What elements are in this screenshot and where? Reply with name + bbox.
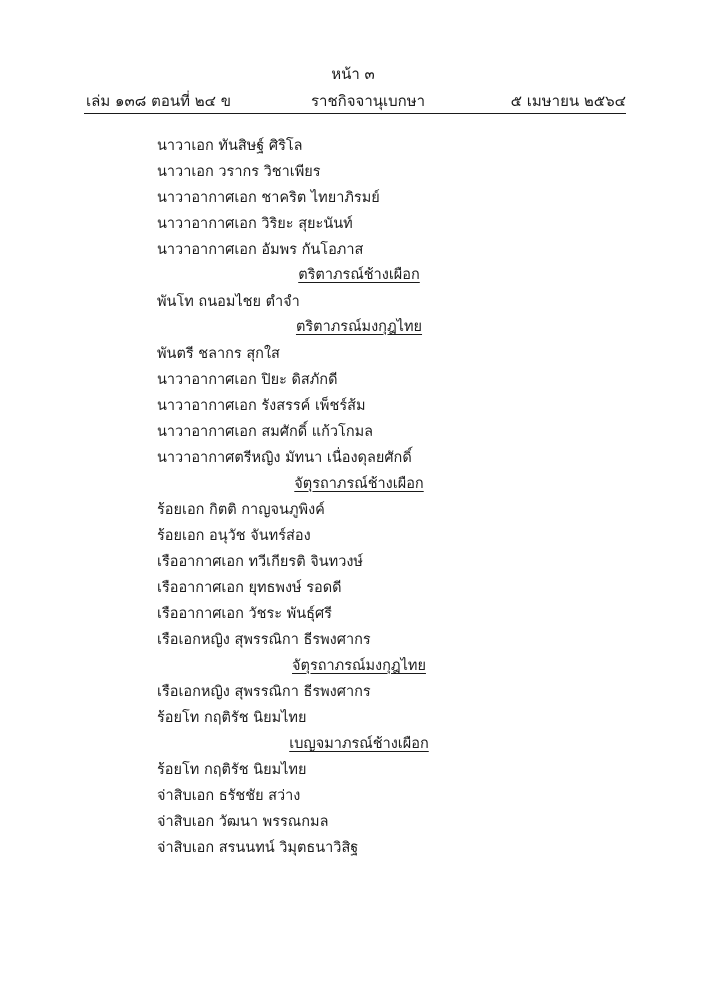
item-name: นาวาอากาศตรีหญิง มัทนา เนื่องดุลยศักดิ์ bbox=[157, 450, 412, 466]
item-name: นาวาเอก ทันสิษฐ์ ศิริโล bbox=[157, 138, 303, 154]
item-name: จ่าสิบเอก วัฒนา พรรณกมล bbox=[157, 814, 329, 830]
section-heading bbox=[0, 733, 706, 755]
section-title: เบญจมาภรณ์ช้างเผือก bbox=[289, 736, 429, 752]
item-name: เรืออากาศเอก ยุทธพงษ์ รอดดี bbox=[157, 580, 342, 596]
item-name: นาวาอากาศเอก อัมพร กันโอภาส bbox=[157, 242, 364, 258]
section-heading bbox=[0, 473, 706, 495]
item-name: นาวาอากาศเอก วิริยะ สุยะนันท์ bbox=[157, 216, 353, 232]
item-name: จ่าสิบเอก ธรัชชัย สว่าง bbox=[157, 788, 301, 804]
item-name: นาวาอากาศเอก ปิยะ ดิสภักดี bbox=[157, 372, 338, 388]
section-heading bbox=[0, 316, 706, 338]
header-divider bbox=[84, 113, 626, 114]
item-name: จ่าสิบเอก สรนนทน์ วิมุตธนาวิสิฐ bbox=[157, 840, 359, 856]
volume-issue: เล่ม ๑๓๘ ตอนที่ ๒๔ ข bbox=[86, 92, 232, 110]
section-title: จัตุรถาภรณ์มงกุฎไทย bbox=[292, 658, 426, 674]
section-heading bbox=[0, 655, 706, 677]
item-name: ร้อยโท กฤติรัช นิยมไทย bbox=[157, 762, 307, 778]
item-name: เรือเอกหญิง สุพรรณิกา ธีรพงศากร bbox=[157, 632, 371, 648]
item-name: ร้อยเอก กิตติ กาญจนภูพิงค์ bbox=[157, 502, 325, 518]
item-name: นาวาอากาศเอก ชาคริต ไทยาภิรมย์ bbox=[157, 190, 380, 206]
item-name: นาวาอากาศเอก สมศักดิ์ แก้วโกมล bbox=[157, 424, 374, 440]
gazette-name: ราชกิจจานุเบกษา bbox=[311, 92, 426, 110]
item-name: นาวาเอก วรากร วิชาเพียร bbox=[157, 164, 321, 180]
item-name: เรืออากาศเอก ทวีเกียรติ จินทวงษ์ bbox=[157, 554, 363, 570]
section-title: ตริตาภรณ์มงกุฎไทย bbox=[295, 319, 423, 335]
section-heading bbox=[0, 264, 706, 286]
item-name: ร้อยโท กฤติรัช นิยมไทย bbox=[157, 710, 307, 726]
item-name: พันโท ถนอมไชย ตำจำ bbox=[157, 294, 300, 310]
item-name: ร้อยเอก อนุวัช จันทร์ส่อง bbox=[157, 528, 311, 544]
item-name: พันตรี ชลากร สุกใส bbox=[157, 346, 280, 362]
item-name: เรืออากาศเอก วัชระ พันธุ์ศรี bbox=[157, 606, 332, 622]
item-name: นาวาอากาศเอก รังสรรค์ เพ็ชร์ส้ม bbox=[157, 398, 366, 414]
gazette-header bbox=[86, 90, 626, 112]
publication-date: ๕ เมษายน ๒๕๖๔ bbox=[510, 92, 626, 110]
section-title: จัตุรถาภรณ์ช้างเผือก bbox=[294, 476, 424, 492]
section-title: ตริตาภรณ์ช้างเผือก bbox=[298, 267, 420, 283]
page-number: หน้า ๓ bbox=[331, 65, 375, 83]
item-name: เรือเอกหญิง สุพรรณิกา ธีรพงศากร bbox=[157, 684, 371, 700]
